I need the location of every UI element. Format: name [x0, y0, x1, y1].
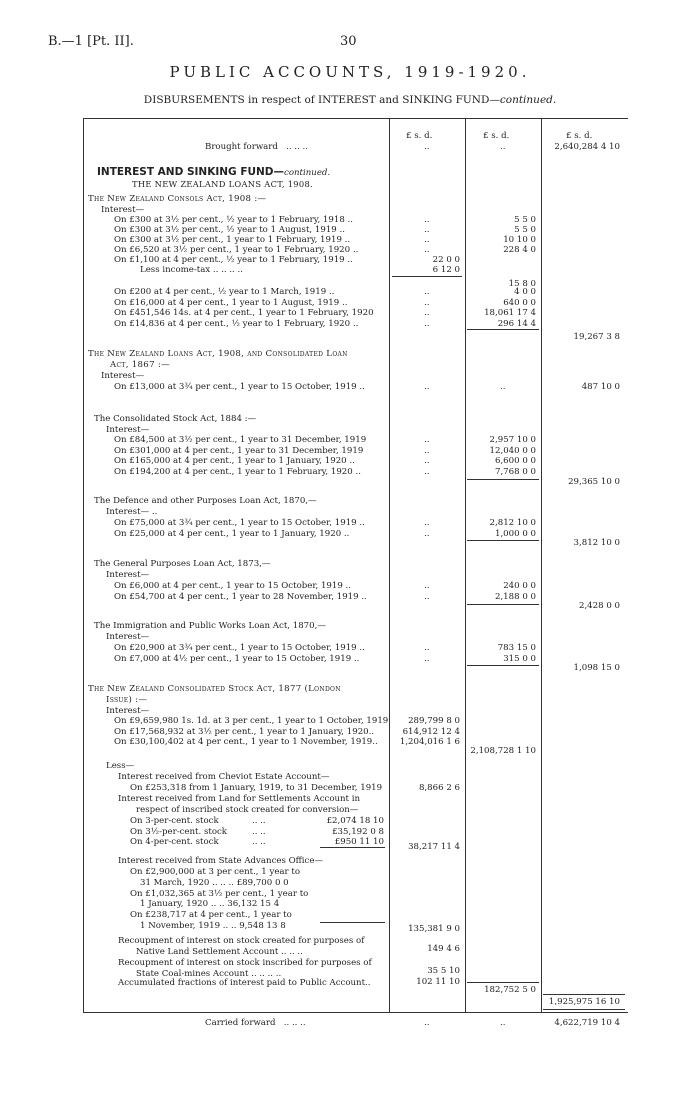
brought-forward-col1: .. [424, 142, 430, 152]
carried-forward-col1: .. [424, 1018, 430, 1028]
accum-amount: 102 11 10 [416, 977, 460, 987]
page-subtitle: DISBURSEMENTS in respect of INTEREST and SINKING FUND—continued. [143, 94, 557, 106]
land-row-label: On 3½-per-cent. stock [130, 826, 228, 837]
row-text: On £20,900 at 3¾ per cent., 1 year to 15 October, 1919 .. [114, 643, 365, 653]
row-col2: 640 0 0 [503, 297, 536, 308]
land-row-amount: £2,074 18 10 [326, 816, 384, 826]
recoup2-amount: 35 5 10 [427, 966, 460, 976]
brought-forward-label: Brought forward .. .. .. [205, 142, 308, 152]
less-total: 182,752 5 0 [484, 985, 536, 995]
row-text: On £451,546 14s. at 4 per cent., 1 year to 1 February, 1920 [114, 308, 374, 318]
sa-row-line-1: On £2,900,000 at 3 per cent., 1 year to [130, 867, 300, 877]
loan1867-heading: The New Zealand Loans Act, 1908, and Consolidated Loan [88, 349, 348, 359]
row-col2: 2,812 10 0 [489, 518, 536, 528]
row-col1: .. [424, 456, 430, 466]
row-text: On £7,000 at 4½ per cent., 1 year to 15 October, 1919 .. [114, 653, 360, 664]
row-text: On £300 at 3½ per cent., 1 year to 1 February, 1919 .. [114, 235, 351, 245]
carried-forward-total: 4,622,719 10 4 [554, 1018, 620, 1028]
row-col2: 2,188 0 0 [494, 591, 536, 602]
consols-subrule [392, 276, 462, 277]
immigration-total: 1,098 15 0 [573, 663, 620, 673]
row-text: Less income-tax .. .. .. .. [140, 265, 243, 275]
row-col2: 296 14 4 [497, 318, 536, 329]
page-number: 30 [340, 34, 357, 49]
land-row-label: On 4-per-cent. stock [130, 837, 219, 847]
act-heading: THE NEW ZEALAND LOANS ACT, 1908. [132, 179, 313, 189]
row-col1: .. [424, 445, 430, 456]
loan1867-col2: .. [500, 382, 506, 392]
row-col1: .. [424, 653, 430, 664]
loan1867-col1: .. [424, 382, 430, 392]
defence-heading: The Defence and other Purposes Loan Act, 1870,— [94, 496, 317, 506]
recoup2-line-1: Recoupment of interest on stock inscribed for purposes of [118, 958, 372, 968]
sa-row-line-2: 31 March, 1920 .. .. .. £89,700 0 0 [140, 877, 289, 888]
row-col2: 12,040 0 0 [489, 445, 536, 456]
sa-row-line-2: 1 January, 1920 .. .. 36,132 15 4 [140, 899, 280, 909]
london-net-total: 1,925,975 16 10 [548, 997, 620, 1007]
carried-forward-col2: .. [500, 1018, 506, 1028]
london-heading: The New Zealand Consolidated Stock Act, 1877 (London [88, 684, 341, 694]
state-advances-heading: Interest received from State Advances Office— [118, 856, 324, 866]
row-col2: 10 10 0 [503, 235, 536, 245]
loan1867-heading-2: Act, 1867 :— [110, 360, 170, 370]
consols-total: 19,267 3 8 [573, 332, 620, 342]
carried-forward-label: Carried forward .. .. .. [205, 1018, 306, 1028]
land-row-amount: £35,192 0 8 [332, 826, 384, 837]
accum-line: Accumulated fractions of interest paid to Public Account.. [118, 978, 371, 988]
land-row-label: On 3-per-cent. stock [130, 816, 219, 826]
row-col1: .. [424, 466, 430, 477]
loan1867-interest: Interest— [101, 371, 145, 381]
row-col1: 289,799 8 0 [408, 716, 460, 726]
row-col2: 240 0 0 [503, 581, 536, 591]
stock1884-rule [467, 479, 539, 480]
row-col1: .. [424, 643, 430, 653]
immigration-interest: Interest— [106, 632, 150, 642]
row-text: On £54,700 at 4 per cent., 1 year to 28 November, 1919 .. [114, 591, 367, 602]
table-left-rule [83, 118, 84, 1013]
less-label: Less— [106, 761, 135, 771]
recoup1-line-1: Recoupment of interest on stock created for purposes of [118, 936, 365, 946]
page-title: PUBLIC ACCOUNTS, 1919-1920. [169, 63, 531, 81]
sa-row-line-1: On £238,717 at 4 per cent., 1 year to [130, 910, 292, 920]
row-col1: 22 0 0 [432, 255, 460, 265]
recoup1-amount: 149 4 6 [427, 944, 460, 954]
col3-currency: £ s. d. [566, 131, 593, 141]
loan1867-total: 487 10 0 [581, 382, 620, 392]
col1-rule [389, 118, 390, 1013]
general-heading: The General Purposes Loan Act, 1873,— [94, 559, 271, 569]
row-col1: .. [424, 225, 430, 235]
row-col2: 228 4 0 [503, 245, 536, 255]
row-col1: .. [424, 581, 430, 591]
row-col2: 4 0 0 [514, 287, 536, 297]
row-col1: .. [424, 591, 430, 602]
row-text: On £6,520 at 3½ per cent., 1 year to 1 February, 1920 .. [114, 245, 359, 255]
row-text: On £14,836 at 4 per cent., ½ year to 1 February, 1920 .. [114, 318, 359, 329]
row-col1: .. [424, 287, 430, 297]
consols-interest: Interest— [101, 205, 145, 215]
row-text: On £25,000 at 4 per cent., 1 year to 1 January, 1920 .. [114, 528, 350, 539]
row-col1: .. [424, 318, 430, 329]
table-bottom-rule [83, 1012, 628, 1013]
row-col1: .. [424, 308, 430, 318]
consols-heading: The New Zealand Consols Act, 1908 :— [88, 194, 267, 204]
row-text: On £300 at 3½ per cent., ½ year to 1 February, 1918 .. [114, 215, 353, 225]
land-row-dots: .. .. [252, 816, 266, 826]
row-col2: 2,957 10 0 [489, 435, 536, 445]
row-text: On £194,200 at 4 per cent., 1 year to 1 February, 1920 .. [114, 466, 361, 477]
london-heading-2: Issue) :— [106, 695, 148, 705]
row-col1: .. [424, 518, 430, 528]
stock1884-total: 29,365 10 0 [568, 477, 620, 487]
row-col1: .. [424, 245, 430, 255]
cheviot-line-1: Interest received from Cheviot Estate Account— [118, 772, 330, 782]
row-col2: 5 5 0 [514, 215, 536, 225]
row-col2: 6,600 0 0 [494, 456, 536, 466]
less-total-rule-top [467, 982, 539, 983]
row-text: On £17,568,932 at 3½ per cent., 1 year to 1 January, 1920.. [114, 726, 375, 737]
row-col1: .. [424, 297, 430, 308]
row-col1: .. [424, 215, 430, 225]
land-row-dots: .. .. [252, 826, 266, 837]
stock1884-heading: The Consolidated Stock Act, 1884 :— [94, 414, 257, 424]
cheviot-line-2: On £253,318 from 1 January, 1919, to 31 December, 1919 [130, 783, 383, 793]
london-subtotal: 2,108,728 1 10 [470, 746, 536, 756]
london-interest: Interest— [106, 706, 150, 716]
defence-rule [467, 540, 539, 541]
row-col1: 1,204,016 1 6 [399, 737, 460, 747]
defence-total: 3,812 10 0 [573, 538, 620, 548]
row-text: On £30,100,402 at 4 per cent., 1 year to 1 November, 1919.. [114, 737, 378, 747]
sa-subrule [320, 922, 385, 923]
loan1867-row: On £13,000 at 3¾ per cent., 1 year to 15 October, 1919 .. [114, 382, 365, 392]
row-text: On £165,000 at 4 per cent., 1 year to 1 January, 1920 .. [114, 456, 355, 466]
recoup1-line-2: Native Land Settlement Account .. .. .. [136, 947, 303, 957]
row-text: On £75,000 at 3¾ per cent., 1 year to 15 October, 1919 .. [114, 518, 365, 528]
row-col2: 315 0 0 [503, 653, 536, 664]
row-col1: .. [424, 528, 430, 539]
row-col2: 1,000 0 0 [494, 528, 536, 539]
immigration-rule [467, 665, 539, 666]
row-col1: .. [424, 235, 430, 245]
general-interest: Interest— [106, 570, 150, 580]
col2-currency: £ s. d. [483, 131, 510, 141]
row-text: On £200 at 4 per cent., ½ year to 1 March, 1919 .. [114, 287, 335, 297]
land-row-dots: .. .. [252, 837, 266, 847]
report-code: B.—1 [Pt. II]. [48, 34, 134, 49]
row-text: On £301,000 at 4 per cent., 1 year to 31 December, 1919 [114, 445, 364, 456]
row-col1: .. [424, 435, 430, 445]
brought-forward-total: 2,640,284 4 10 [554, 142, 620, 152]
row-text: On £16,000 at 4 per cent., 1 year to 1 August, 1919 .. [114, 297, 348, 308]
land-total: 38,217 11 4 [408, 842, 460, 852]
row-text: On £1,100 at 4 per cent., ½ year to 1 February, 1919 .. [114, 255, 353, 265]
land-line-2: respect of inscribed stock created for conversion— [136, 805, 359, 815]
col1-currency: £ s. d. [406, 131, 433, 141]
col3-rule [541, 118, 542, 1013]
land-subrule [320, 847, 385, 848]
consols-net: 15 8 0 [508, 279, 536, 289]
cheviot-amount: 8,866 2 6 [418, 783, 460, 793]
sa-row-line-2: 1 November, 1919 .. .. 9,548 13 8 [140, 920, 286, 931]
table-top-rule [83, 118, 628, 119]
row-col2: 18,061 17 4 [484, 308, 536, 318]
net-total-rule [543, 994, 625, 995]
row-text: On £6,000 at 4 per cent., 1 year to 15 October, 1919 .. [114, 581, 352, 591]
carried-rule [543, 1009, 625, 1010]
general-rule [467, 604, 539, 605]
defence-interest: Interest— .. [106, 507, 158, 517]
brought-forward-col2: .. [500, 142, 506, 152]
row-col2: 5 5 0 [514, 225, 536, 235]
row-text: On £9,659,980 1s. 1d. at 3 per cent., 1 year to 1 October, 1919 [114, 716, 389, 726]
sa-row-line-1: On £1,032,365 at 3½ per cent., 1 year to [130, 888, 309, 899]
land-row-amount: £950 11 10 [334, 837, 384, 847]
col2-rule [465, 118, 466, 1013]
sa-total: 135,381 9 0 [408, 924, 460, 934]
row-text: On £84,500 at 3½ per cent., 1 year to 31 December, 1919 [114, 435, 367, 445]
row-col1: 6 12 0 [432, 265, 460, 275]
row-text: On £300 at 3½ per cent., ½ year to 1 August, 1919 .. [114, 225, 345, 235]
row-col1: 614,912 12 4 [402, 726, 460, 737]
immigration-heading: The Immigration and Public Works Loan Act, 1870,— [94, 621, 326, 631]
consols-rule [467, 329, 539, 330]
recoup2-line-2: State Coal-mines Account .. .. .. .. [136, 969, 282, 979]
stock1884-interest: Interest— [106, 425, 150, 435]
general-total: 2,428 0 0 [578, 601, 620, 611]
row-col2: 7,768 0 0 [494, 466, 536, 477]
row-col2: 783 15 0 [497, 643, 536, 653]
section-heading: INTEREST AND SINKING FUND—continued. [97, 166, 331, 178]
land-line-1: Interest received from Land for Settlements Account in [118, 794, 361, 804]
